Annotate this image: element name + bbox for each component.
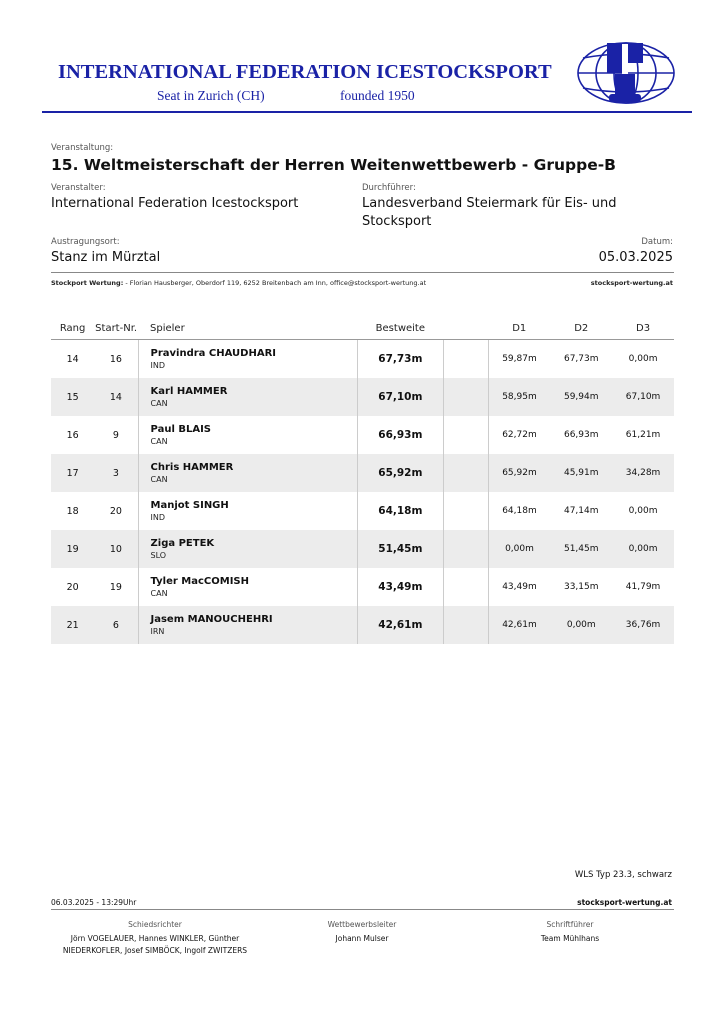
table-row [51, 606, 674, 644]
cell-empty [443, 378, 488, 416]
player-name: Jasem MANOUCHEHRI [150, 614, 273, 625]
cell-d2: 47,14m [563, 506, 599, 516]
table-header-row [51, 317, 674, 340]
cell-rank: 15 [51, 378, 94, 416]
cell-player [138, 492, 358, 530]
cell-start-no: 6 [94, 606, 138, 644]
cell-start-no: 16 [109, 353, 122, 365]
host-label: Durchführer: [362, 183, 416, 193]
cell-best: 43,49m [358, 568, 443, 606]
results-table [51, 317, 674, 644]
table-row [51, 378, 674, 416]
table-row [51, 340, 674, 379]
cell-rank: 20 [66, 581, 79, 593]
player-nation: IND [150, 513, 166, 522]
footer-divider [51, 909, 674, 910]
cell-start-no: 9 [112, 429, 119, 441]
cell-empty [443, 340, 488, 379]
header-player: Spieler [138, 317, 358, 340]
federation-seat: Seat in Zurich (CH) [157, 88, 265, 103]
table-row [51, 492, 674, 530]
date-label: Datum: [641, 237, 673, 247]
referees-names [51, 933, 259, 957]
header-d1: D1 [488, 317, 550, 340]
player-nation: CAN [150, 399, 168, 408]
player-nation: CAN [150, 475, 168, 484]
player-name: Tyler MacCOMISH [150, 576, 250, 587]
referees-line1: Jörn VOGELAUER, Hannes WINKLER, Günther [70, 934, 240, 943]
cell-best: 65,92m [358, 454, 443, 492]
cell-d3: 34,28m [612, 454, 674, 492]
host-value-line1: Landesverband Steiermark für Eis- und [362, 196, 617, 211]
header-d3: D3 [612, 317, 674, 340]
scoring-contact: - Florian Hausberger, Oberdorf 119, 6252 Breitenbach am Inn, office@stocksport-wertung.at [123, 279, 427, 287]
cell-best: 67,10m [358, 378, 443, 416]
cell-d3: 36,76m [612, 606, 674, 644]
cell-empty [443, 568, 488, 606]
player-name: Paul BLAIS [150, 424, 212, 435]
cell-best: 64,18m [358, 492, 443, 530]
cell-start-no: 20 [109, 505, 122, 517]
header-rank: Rang [51, 317, 94, 340]
recorder-name: Team Mühlhans [540, 934, 600, 943]
director-name: Johann Mulser [335, 934, 389, 943]
header-start-no: Start-Nr. [94, 317, 138, 340]
cell-d3: 61,21m [625, 430, 661, 440]
cell-empty [443, 606, 488, 644]
player-name: Karl HAMMER [150, 386, 228, 397]
cell-d2: 67,73m [563, 354, 599, 364]
player-nation: IND [150, 361, 166, 370]
cell-rank: 19 [51, 530, 94, 568]
cell-rank: 21 [51, 606, 94, 644]
cell-d3: 41,79m [625, 582, 661, 592]
federation-founded: founded 1950 [340, 88, 415, 103]
cell-d1: 42,61m [488, 606, 550, 644]
player-name: Ziga PETEK [150, 538, 215, 549]
scoring-line [51, 279, 426, 287]
cell-rank: 18 [66, 505, 79, 517]
player-nation: CAN [150, 437, 168, 446]
info-divider [51, 272, 674, 273]
cell-d2: 51,45m [550, 530, 612, 568]
event-name: 15. Weltmeisterschaft der Herren Weitenwettbewerb - Gruppe-B [51, 156, 616, 174]
cell-player [138, 416, 358, 454]
cell-d2: 59,94m [550, 378, 612, 416]
cell-best: 51,45m [358, 530, 443, 568]
cell-d2: 33,15m [563, 582, 599, 592]
cell-d2: 45,91m [550, 454, 612, 492]
cell-d1: 62,72m [488, 416, 550, 454]
footer-site: stocksport-wertung.at [577, 898, 672, 907]
cell-d1: 65,92m [488, 454, 550, 492]
referees-line2: NIEDERKOFLER, Josef SIMBÖCK, Ingolf ZWITZERS [62, 946, 248, 955]
cell-start-no: 14 [94, 378, 138, 416]
ifi-globe-logo-icon [575, 40, 677, 106]
director-label: Wettbewerbsleiter [327, 920, 397, 929]
cell-d3: 67,10m [612, 378, 674, 416]
cell-player [138, 606, 358, 644]
player-nation: IRN [150, 627, 165, 636]
scoring-prefix: Stockport Wertung: [51, 279, 124, 287]
table-row [51, 530, 674, 568]
print-date: 06.03.2025 - 13:29Uhr [51, 898, 137, 907]
player-name: Chris HAMMER [150, 462, 234, 473]
federation-title: INTERNATIONAL FEDERATION ICESTOCKSPORT [58, 61, 552, 83]
player-name: Manjot SINGH [150, 500, 229, 511]
cell-empty [443, 530, 488, 568]
scoring-site: stocksport-wertung.at [590, 279, 673, 287]
table-row [51, 416, 674, 454]
cell-d3: 0,00m [628, 506, 658, 516]
organizer-value: International Federation Icestocksport [51, 196, 299, 211]
venue-label: Austragungsort: [51, 237, 120, 247]
cell-start-no: 10 [94, 530, 138, 568]
cell-empty [443, 416, 488, 454]
header-empty [443, 317, 488, 340]
venue-value: Stanz im Mürztal [51, 250, 161, 265]
cell-player [138, 530, 358, 568]
date-value: 05.03.2025 [598, 250, 673, 265]
cell-start-no: 3 [94, 454, 138, 492]
table-row [51, 454, 674, 492]
cell-d3: 0,00m [628, 354, 658, 364]
header-d2: D2 [550, 317, 612, 340]
cell-empty [443, 454, 488, 492]
cell-d2: 0,00m [550, 606, 612, 644]
cell-player [138, 378, 358, 416]
table-row [51, 568, 674, 606]
cell-best: 67,73m [358, 340, 443, 379]
cell-d1: 0,00m [488, 530, 550, 568]
header-divider [42, 111, 692, 113]
cell-d1: 64,18m [488, 492, 550, 530]
cell-d1: 58,95m [488, 378, 550, 416]
recorder-label: Schriftführer [546, 920, 594, 929]
wls-type: WLS Typ 23.3, schwarz [574, 870, 672, 880]
cell-d2: 66,93m [563, 430, 599, 440]
cell-d1: 59,87m [488, 340, 550, 379]
cell-start-no: 19 [109, 581, 122, 593]
player-nation: CAN [150, 589, 168, 598]
cell-d3: 0,00m [612, 530, 674, 568]
cell-rank: 17 [51, 454, 94, 492]
cell-best: 66,93m [358, 416, 443, 454]
player-nation: SLO [150, 551, 167, 560]
cell-player [138, 568, 358, 606]
player-name: Pravindra CHAUDHARI [150, 348, 276, 359]
cell-rank: 16 [66, 429, 79, 441]
cell-d1: 43,49m [488, 568, 550, 606]
header-best: Bestweite [358, 317, 443, 340]
cell-empty [443, 492, 488, 530]
organizer-label: Veranstalter: [51, 183, 106, 193]
cell-rank: 14 [66, 353, 79, 365]
cell-best: 42,61m [358, 606, 443, 644]
event-label: Veranstaltung: [51, 143, 114, 153]
cell-player [138, 340, 358, 379]
referees-label: Schiedsrichter [128, 920, 182, 929]
cell-player [138, 454, 358, 492]
host-value-line2: Stocksport [362, 214, 432, 229]
